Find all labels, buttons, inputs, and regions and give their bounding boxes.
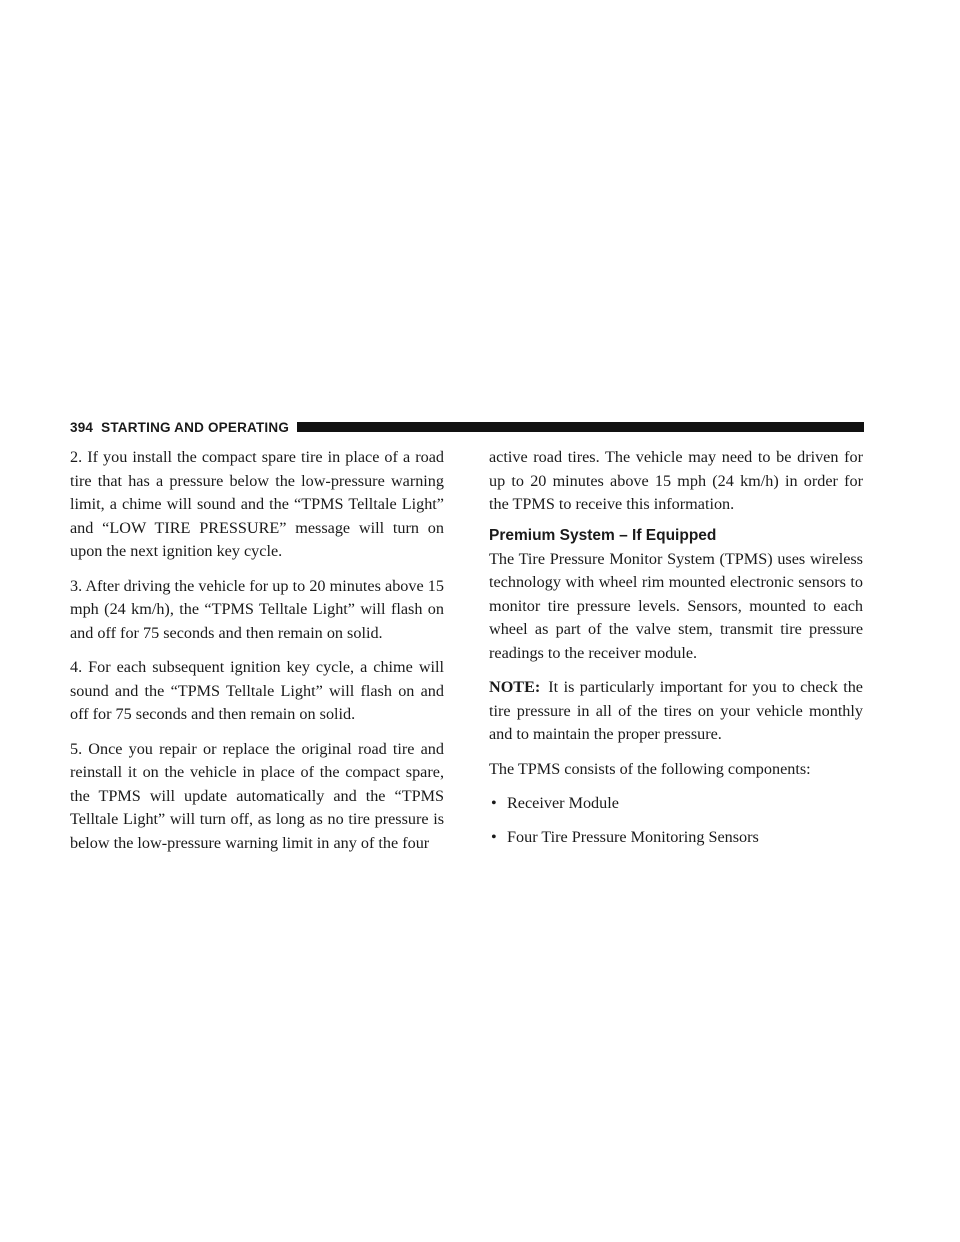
paragraph-intro: The Tire Pressure Monitor System (TPMS) uses wireless technology with wheel rim mounted electronic sensors to monitor tire pressure levels. Sensors, mounted to each wheel as part of the valve stem, transmit tire pressure readings to the receiver module. bbox=[489, 549, 863, 662]
paragraph-continuation: active road tires. The vehicle may need to be driven for up to 20 minutes above 15 mph (24 km/h) in order for the TPMS to receive this information. bbox=[489, 448, 863, 513]
note-text: It is particularly important for you to check the tire pressure in all of the tires on your vehicle monthly and to maintain the proper pressure. bbox=[489, 678, 863, 743]
bullet-icon: • bbox=[491, 827, 497, 846]
header-rule bbox=[297, 422, 864, 432]
note-label: NOTE: bbox=[489, 678, 541, 696]
list-item bbox=[489, 826, 863, 850]
section-heading: Premium System – If Equipped bbox=[489, 526, 717, 544]
components-list bbox=[489, 792, 863, 849]
paragraph-step-4: 4. For each subsequent ignition key cycle, a chime will sound and the “TPMS Telltale Light” will flash on and off for 75 seconds and then remain on solid. bbox=[70, 658, 444, 723]
note-paragraph bbox=[489, 676, 863, 747]
list-item bbox=[489, 792, 863, 816]
page-header bbox=[70, 417, 864, 437]
paragraph-step-5: 5. Once you repair or replace the original road tire and reinstall it on the vehicle in place of the compact spare, the TPMS will update automatically and the “TPMS Telltale Light” will turn off, as long as no tire pressure is below the low-pressure warning limit in any of the four bbox=[70, 739, 444, 852]
list-item-label: Receiver Module bbox=[507, 794, 619, 812]
paragraph-step-3: 3. After driving the vehicle for up to 20 minutes above 15 mph (24 km/h), the “TPMS Telltale Light” will flash on and off for 75 seconds and then remain on solid. bbox=[70, 576, 444, 642]
bullet-icon: • bbox=[491, 794, 497, 812]
right-column bbox=[489, 446, 863, 859]
section-title: STARTING AND OPERATING bbox=[101, 419, 290, 435]
page-number: 394 bbox=[70, 419, 94, 435]
left-column bbox=[70, 446, 444, 866]
list-item-label: Four Tire Pressure Monitoring Sensors bbox=[507, 827, 759, 846]
paragraph-components-intro: The TPMS consists of the following components: bbox=[489, 759, 811, 778]
paragraph-step-2: 2. If you install the compact spare tire in place of a road tire that has a pressure below the low-pressure warning limit, a chime will sound and the “TPMS Telltale Light” and “LOW TIRE PRESSURE” message will turn on upon the next ignition key cycle. bbox=[70, 448, 444, 560]
